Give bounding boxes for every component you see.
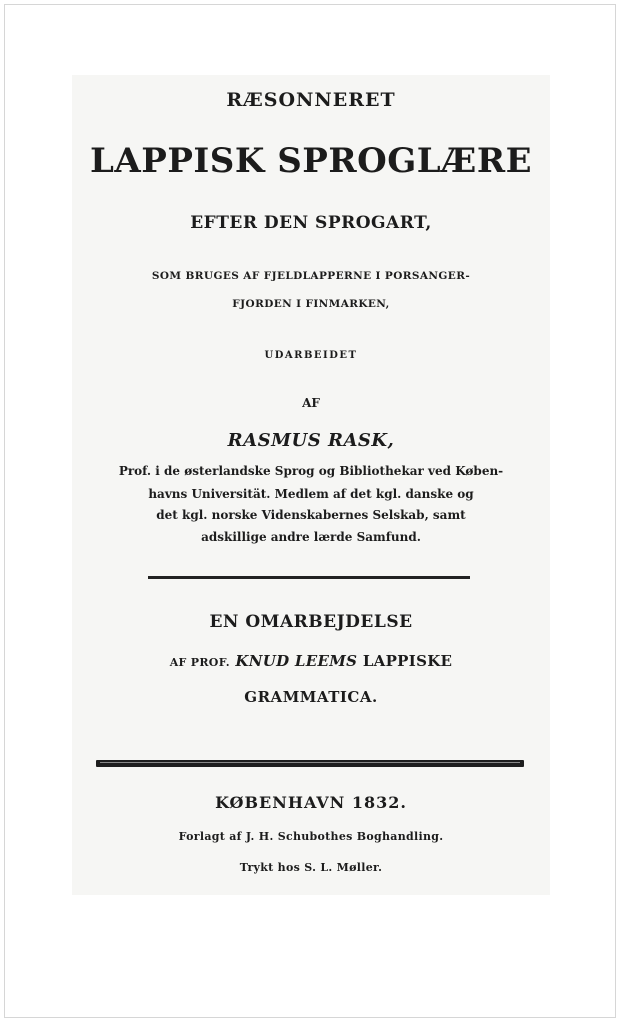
double-divider-rule <box>96 760 524 767</box>
imprint-publisher: Forlagt af J. H. Schubothes Boghandling. <box>178 830 444 843</box>
subtitle-suffix: LAPPISKE <box>362 652 453 670</box>
title-line-efter: EFTER DEN SPROGART, <box>190 213 432 233</box>
title-page <box>72 75 550 895</box>
author-desc-4: adskillige andre lærde Samfund. <box>201 530 421 544</box>
author-desc-3: det kgl. norske Videnskabernes Selskab, samt <box>156 508 466 522</box>
subtitle-leems-name: KNUD LEEMS <box>235 652 358 670</box>
title-line-raesonneret: RÆSONNERET <box>226 89 396 111</box>
main-title: LAPPISK SPROGLÆRE <box>89 141 533 181</box>
author-name: RASMUS RASK, <box>227 430 395 451</box>
subtitle-prefix: AF PROF. <box>169 656 230 669</box>
imprint-city-year: KØBENHAVN 1832. <box>215 793 407 812</box>
title-line-af: AF <box>302 396 320 410</box>
title-line-fjorden: FJORDEN I FINMARKEN, <box>232 298 390 310</box>
subtitle-omarbejdelse: EN OMARBEJDELSE <box>209 612 413 632</box>
author-desc-2: havns Universität. Medlem af det kgl. danske og <box>148 487 474 501</box>
subtitle-grammatica: GRAMMATICA. <box>244 688 378 706</box>
author-desc-1: Prof. i de østerlandske Sprog og Bibliothekar ved Køben- <box>118 464 504 478</box>
title-line-som-bruges: SOM BRUGES AF FJELDLAPPERNE I PORSANGER- <box>151 270 471 282</box>
imprint-printer: Trykt hos S. L. Møller. <box>239 861 383 874</box>
divider-rule <box>148 576 470 579</box>
title-line-udarbeidet: UDARBEIDET <box>264 350 358 361</box>
subtitle-leems <box>0 652 622 670</box>
